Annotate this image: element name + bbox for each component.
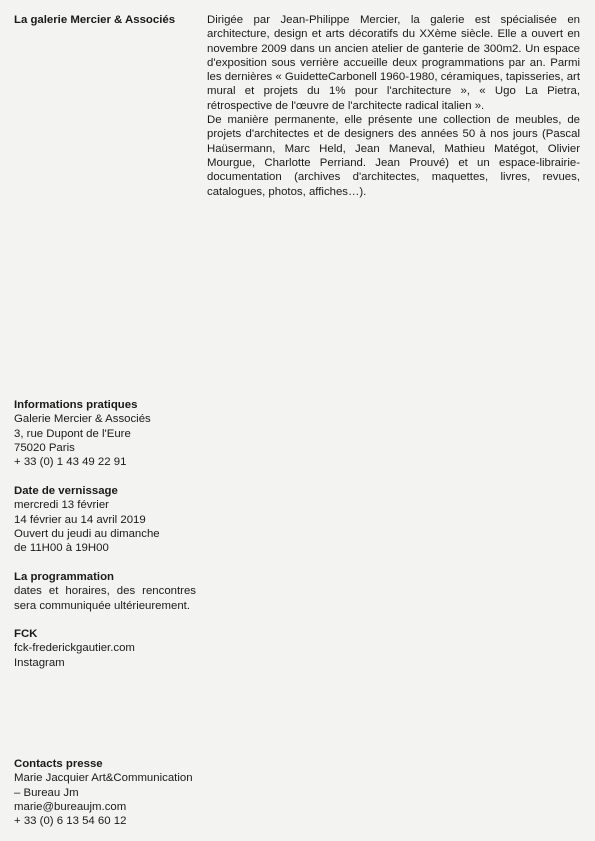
opening-hours: de 11H00 à 19H00	[14, 542, 109, 555]
intro-paragraph-2: De manière permanente, elle présente une collection de meubles, de projets d'architectes et de designers des années 50 à nos jours (Pascal Haüsermann, Marc Held, Jean Maneval, Mathieu Matégot, Olivier Mourgue, Charlotte Perriand. Jean Prouvé) et un espace-librairie-documentation (archives d'architectes, maquettes, livres, revues, catalogues, photos, affiches…).	[207, 114, 580, 198]
press-bureau: – Bureau Jm	[14, 786, 79, 799]
opening-days: Ouvert du jeudi au dimanche	[14, 527, 160, 540]
vernissage-section	[14, 484, 196, 555]
fck-website-link[interactable]: fck-frederickgautier.com	[14, 642, 135, 655]
exhibition-dates: 14 février au 14 avril 2019	[14, 513, 146, 526]
postal-city: 75020 Paris	[14, 441, 75, 454]
gallery-title: La galerie Mercier & Associés	[14, 14, 176, 26]
fck-instagram-link[interactable]: Instagram	[14, 656, 65, 669]
gallery-phone: + 33 (0) 1 43 49 22 91	[14, 456, 127, 469]
intro-paragraph-1: Dirigée par Jean-Philippe Mercier, la galerie est spécialisée en architecture, design et arts décoratifs du XXème siècle. Elle a ouvert en novembre 2009 dans un ancien atelier de ganterie de 300m2. Un espace d'exposition sous verrière accueille deux programmations par an. Parmi les dernières « GuidetteCarbonell 1960-1980, céramiques, tapisseries, art mural et projets du 1% pour l'architecture », « Ugo La Pietra, rétrospective de l'œuvre de l'architecte radical italien ».	[207, 14, 580, 112]
programmation-text: dates et horaires, des rencontres sera communiquée ultérieurement.	[14, 585, 196, 612]
fck-heading: FCK	[14, 628, 38, 640]
vernissage-heading: Date de vernissage	[14, 485, 118, 497]
press-contacts-section	[14, 757, 196, 828]
programmation-section	[14, 570, 196, 613]
press-contacts-heading: Contacts presse	[14, 758, 103, 770]
press-email-link[interactable]: marie@bureaujm.com	[14, 800, 127, 813]
vernissage-date: mercredi 13 février	[14, 499, 109, 512]
fck-section	[14, 627, 196, 670]
street-address: 3, rue Dupont de l'Eure	[14, 427, 131, 440]
practical-info-section	[14, 398, 196, 469]
press-agency: Marie Jacquier Art&Communication	[14, 772, 193, 785]
intro-text	[207, 13, 580, 199]
practical-info-heading: Informations pratiques	[14, 399, 138, 411]
gallery-name: Galerie Mercier & Associés	[14, 413, 151, 426]
press-phone: + 33 (0) 6 13 54 60 12	[14, 815, 127, 828]
programmation-heading: La programmation	[14, 571, 114, 583]
